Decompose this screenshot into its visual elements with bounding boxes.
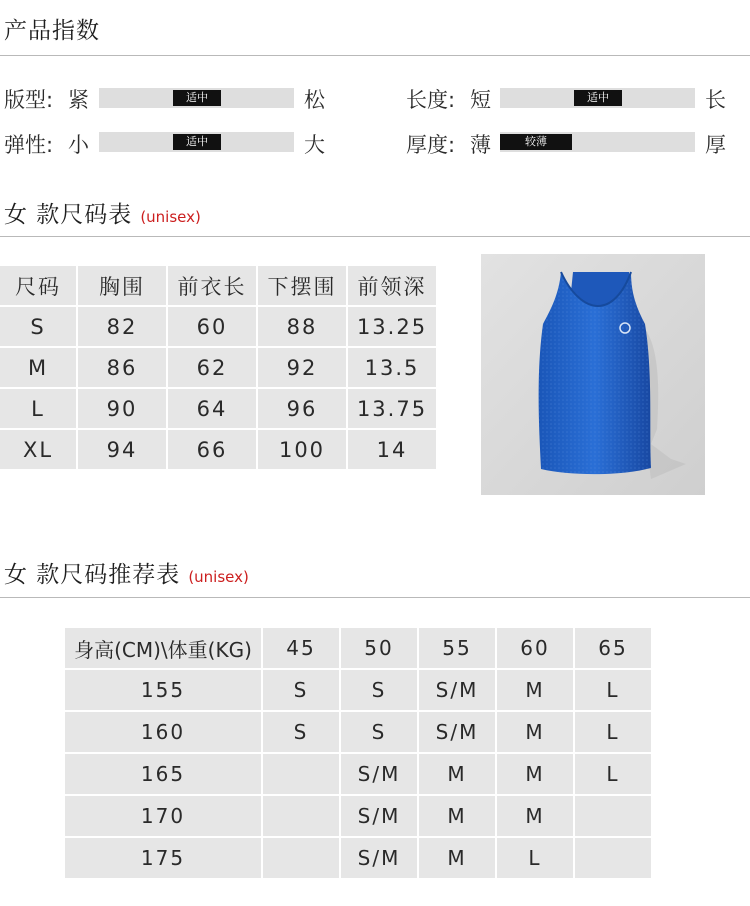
table-cell: S/M [341, 838, 417, 878]
table-cell: S [341, 712, 417, 752]
row-header-cell: 170 [65, 796, 261, 836]
header-cell: 尺码 [0, 266, 76, 305]
table-cell: S/M [419, 670, 495, 710]
index-high-label: 长 [705, 88, 726, 112]
table-cell: M [497, 796, 573, 836]
header-cell: 65 [575, 628, 651, 668]
table-row [65, 712, 651, 752]
table-cell: 92 [258, 348, 346, 387]
table-cell: S/M [341, 754, 417, 794]
index-bar [500, 132, 695, 152]
index-section-title: 产品指数 [4, 18, 100, 44]
table-cell: 64 [168, 389, 256, 428]
table-cell: S [263, 670, 339, 710]
table-row [0, 389, 436, 428]
header-cell: 55 [419, 628, 495, 668]
table-cell: S/M [419, 712, 495, 752]
table-cell: L [575, 712, 651, 752]
index-low-label: 小 [68, 133, 89, 157]
index-high-label: 大 [304, 133, 325, 157]
index-label: 长度: [406, 88, 456, 112]
tank-top-image [481, 254, 705, 495]
table-cell: M [0, 348, 76, 387]
table-header-row [65, 628, 651, 668]
table-cell [263, 796, 339, 836]
table-cell: M [419, 754, 495, 794]
table-cell: 96 [258, 389, 346, 428]
table-cell: L [575, 670, 651, 710]
table-cell: 62 [168, 348, 256, 387]
table-cell: 82 [78, 307, 166, 346]
index-bar [500, 88, 695, 108]
table-cell: L [497, 838, 573, 878]
table-row [0, 307, 436, 346]
recommend-chart-title: 女 款尺码推荐表 (unisex) [4, 562, 249, 588]
index-marker: 较薄 [500, 134, 572, 150]
size-chart-subtitle: (unisex) [140, 208, 201, 226]
header-cell: 前衣长 [168, 266, 256, 305]
corner-header-cell: 身高(CM)\体重(KG) [65, 628, 261, 668]
row-header-cell: 160 [65, 712, 261, 752]
index-label: 版型: [4, 88, 54, 112]
index-low-label: 短 [470, 88, 491, 112]
table-row [0, 348, 436, 387]
size-table [0, 264, 438, 471]
index-low-label: 紧 [68, 88, 89, 112]
table-cell: 14 [348, 430, 436, 469]
table-cell: M [497, 712, 573, 752]
header-cell: 下摆围 [258, 266, 346, 305]
size-chart-title: 女 款尺码表 (unisex) [4, 202, 201, 228]
divider [0, 236, 750, 237]
row-header-cell: 155 [65, 670, 261, 710]
table-cell: 90 [78, 389, 166, 428]
index-label: 弹性: [4, 133, 54, 157]
header-cell: 前领深 [348, 266, 436, 305]
index-marker: 适中 [173, 90, 221, 106]
table-row [65, 796, 651, 836]
table-row [0, 430, 436, 469]
table-cell [575, 796, 651, 836]
table-cell: 13.5 [348, 348, 436, 387]
table-cell: S [0, 307, 76, 346]
table-cell: S [263, 712, 339, 752]
table-row [65, 670, 651, 710]
header-cell: 60 [497, 628, 573, 668]
table-cell: M [419, 796, 495, 836]
recommend-chart-subtitle: (unisex) [188, 568, 249, 586]
divider [0, 597, 750, 598]
divider [0, 55, 750, 56]
table-row [65, 754, 651, 794]
index-low-label: 薄 [470, 133, 491, 157]
table-cell: S [341, 670, 417, 710]
index-high-label: 松 [304, 88, 325, 112]
header-cell: 45 [263, 628, 339, 668]
index-high-label: 厚 [705, 133, 726, 157]
product-photo [481, 254, 705, 495]
table-cell: S/M [341, 796, 417, 836]
table-cell: 13.75 [348, 389, 436, 428]
header-cell: 胸围 [78, 266, 166, 305]
table-cell: 94 [78, 430, 166, 469]
table-cell [263, 754, 339, 794]
table-header-row [0, 266, 436, 305]
index-marker: 适中 [173, 134, 221, 150]
recommend-table [63, 626, 653, 880]
table-cell: M [497, 754, 573, 794]
table-cell: 86 [78, 348, 166, 387]
table-cell [263, 838, 339, 878]
table-cell: 66 [168, 430, 256, 469]
table-row [65, 838, 651, 878]
table-cell: 13.25 [348, 307, 436, 346]
index-bar [99, 132, 294, 152]
table-cell: M [497, 670, 573, 710]
table-cell: 100 [258, 430, 346, 469]
index-marker: 适中 [574, 90, 622, 106]
table-cell: M [419, 838, 495, 878]
row-header-cell: 175 [65, 838, 261, 878]
table-cell: L [575, 754, 651, 794]
table-cell: XL [0, 430, 76, 469]
table-cell [575, 838, 651, 878]
index-bar [99, 88, 294, 108]
table-cell: L [0, 389, 76, 428]
row-header-cell: 165 [65, 754, 261, 794]
header-cell: 50 [341, 628, 417, 668]
table-cell: 88 [258, 307, 346, 346]
table-cell: 60 [168, 307, 256, 346]
index-label: 厚度: [406, 133, 456, 157]
